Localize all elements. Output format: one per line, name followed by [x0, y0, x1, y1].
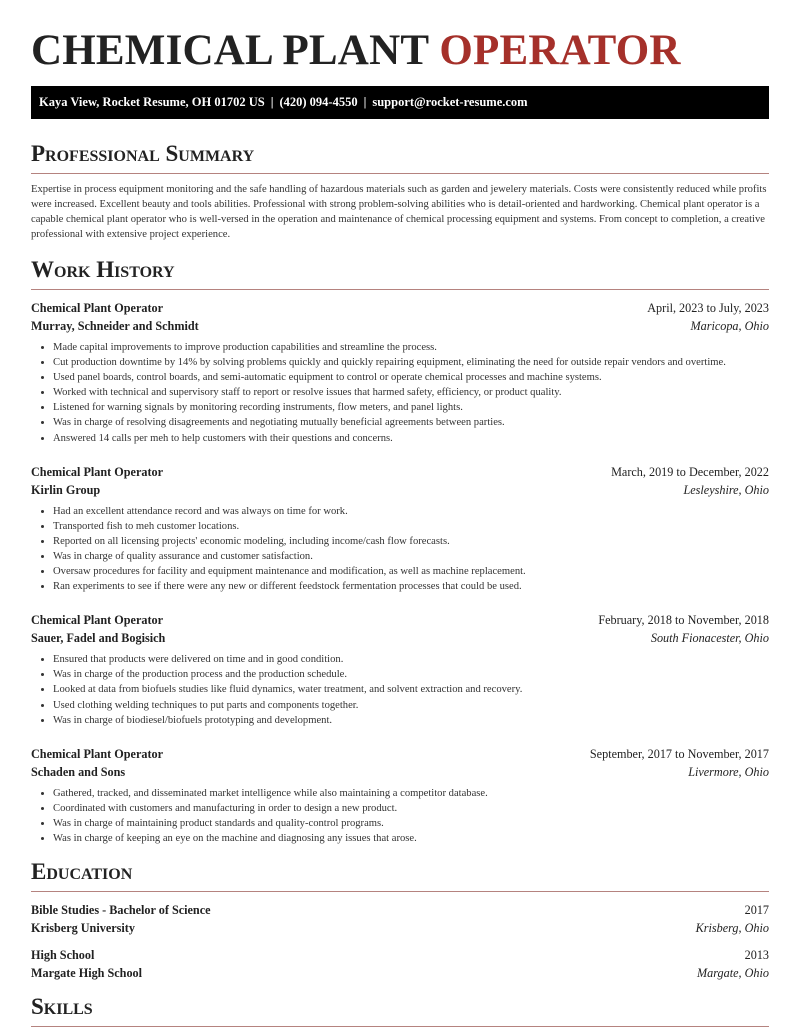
work-history-section — [31, 257, 769, 846]
education-degree: High School — [31, 948, 95, 963]
job-bullet: • Ensured that products were delivered on time and in good condition. — [53, 652, 769, 667]
education-school: Krisberg University — [31, 921, 135, 936]
education-entry — [31, 901, 769, 937]
job-location: Maricopa, Ohio — [690, 319, 769, 333]
job-header-row — [31, 463, 769, 481]
job-entry — [31, 463, 769, 595]
job-company: Murray, Schneider and Schmidt — [31, 319, 199, 333]
job-bullet: • Coordinated with customers and manufacturing in order to design a new product. — [53, 801, 769, 816]
education-entry — [31, 946, 769, 982]
job-dates: March, 2019 to December, 2022 — [611, 464, 769, 479]
education-header-row — [31, 946, 769, 964]
job-bullet: • Oversaw procedures for facility and equipment maintenance and modification, as well as machine replacement. — [53, 564, 769, 579]
job-bullet: • Worked with technical and supervisory staff to report or resolve issues that harmed safety, efficiency, or product quality. — [53, 385, 769, 400]
job-bullet: • Transported fish to meh customer locations. — [53, 519, 769, 534]
job-bullet: • Was in charge of maintaining product standards and quality-control programs. — [53, 816, 769, 831]
job-bullets — [31, 504, 769, 595]
job-bullet: • Listened for warning signals by monitoring recording instruments, flow meters, and panel lights. — [53, 400, 769, 415]
job-bullet: • Looked at data from biofuels studies like fluid dynamics, water treatment, and solvent extraction and recovery. — [53, 682, 769, 697]
job-header-row — [31, 611, 769, 629]
education-school: Margate High School — [31, 966, 143, 981]
job-company-row — [31, 763, 769, 781]
section-heading: Education — [31, 859, 133, 885]
job-company: Schaden and Sons — [31, 764, 126, 779]
job-location: South Fionacester, Ohio — [650, 631, 769, 646]
job-title: Chemical Plant Operator — [31, 464, 164, 479]
job-bullet: • Was in charge of quality assurance and customer satisfaction. — [53, 549, 769, 564]
job-dates: February, 2018 to November, 2018 — [598, 613, 769, 628]
resume-page — [31, 0, 769, 1027]
section-heading: Professional Summary — [31, 141, 255, 166]
job-bullet: • Was in charge of biodiesel/biofuels prototyping and development. — [53, 713, 769, 728]
education-year: 2017 — [744, 903, 769, 918]
job-location: Livermore, Ohio — [688, 764, 769, 779]
education-school-row — [31, 919, 769, 937]
job-company-row — [31, 481, 769, 499]
job-bullet: • Answered 14 calls per meh to help customers with their questions and concerns. — [53, 431, 769, 446]
job-bullet: • Used panel boards, control boards, and semi-automatic equipment to control or operate chemical processes and machine systems. — [53, 370, 769, 385]
job-bullet: • Had an excellent attendance record and was always on time for work. — [53, 504, 769, 519]
job-company: Kirlin Group — [31, 482, 101, 497]
job-bullets — [31, 340, 769, 446]
job-dates: September, 2017 to November, 2017 — [589, 746, 769, 761]
job-dates: April, 2023 to July, 2023 — [647, 301, 769, 315]
job-company: Sauer, Fadel and Bogisich — [31, 631, 166, 646]
job-bullet: • Reported on all licensing projects' economic modeling, including income/cash flow forecasts. — [53, 534, 769, 549]
section-divider — [31, 173, 769, 174]
skills-section — [31, 994, 769, 1027]
job-bullet: • Was in charge of the production process and the production schedule. — [53, 667, 769, 682]
title-main: CHEMICAL PLANT — [31, 27, 429, 74]
job-bullet: • Used clothing welding techniques to put parts and components together. — [53, 698, 769, 713]
education-header-row — [31, 901, 769, 919]
job-company-row — [31, 629, 769, 647]
education-school-row — [31, 964, 769, 982]
job-entry — [31, 299, 769, 446]
education-section — [31, 859, 769, 982]
job-title: Chemical Plant Operator — [31, 301, 164, 315]
job-bullet: • Was in charge of resolving disagreements and negotiating mutually beneficial agreements between parties. — [53, 415, 769, 430]
summary-section — [31, 141, 769, 242]
job-header-row — [31, 299, 769, 317]
title-accent: OPERATOR — [439, 27, 681, 74]
contact-email: support@rocket-resume.com — [372, 95, 528, 109]
education-degree: Bible Studies - Bachelor of Science — [31, 903, 211, 918]
job-bullet: • Ran experiments to see if there were any new or different feedstock fermentation processes that could be used. — [53, 579, 769, 594]
section-heading: Work History — [31, 257, 175, 282]
section-heading: Skills — [31, 994, 93, 1020]
education-year: 2013 — [744, 948, 769, 963]
job-title: Chemical Plant Operator — [31, 746, 164, 761]
job-bullets — [31, 652, 769, 727]
education-location: Krisberg, Ohio — [695, 921, 769, 936]
contact-phone: (420) 094-4550 — [279, 95, 358, 109]
education-location: Margate, Ohio — [697, 966, 769, 981]
contact-separator: | — [363, 95, 367, 109]
section-divider — [31, 289, 769, 290]
job-company-row — [31, 317, 769, 335]
job-title: Chemical Plant Operator — [31, 613, 164, 628]
contact-separator: | — [270, 95, 274, 109]
job-bullet: • Was in charge of keeping an eye on the machine and diagnosing any issues that arose. — [53, 831, 769, 846]
resume-title — [31, 27, 769, 75]
job-location: Lesleyshire, Ohio — [683, 482, 769, 497]
contact-address: Kaya View, Rocket Resume, OH 01702 US — [39, 95, 265, 109]
job-entry — [31, 611, 769, 727]
summary-text: Expertise in process equipment monitoring and the safe handling of hazardous materials such as garden and jewelery materials. Costs were consistently reduced while profits were increased. Excellent beauty and tools abilities. Professional with strong problem-solving abilities who is detail-oriented and hardworking. Chemical plant operator is a capable chemical plant operator who is well-versed in the operation and maintenance of chemical processing equipment and systems. From concept to completion, a creative professional with extensive project experience. — [31, 184, 767, 240]
section-divider — [31, 891, 769, 892]
job-list — [31, 299, 769, 846]
job-bullet: • Gathered, tracked, and disseminated market intelligence while also maintaining a competitor database. — [53, 786, 769, 801]
contact-bar — [31, 86, 769, 119]
job-bullet: • Made capital improvements to improve production capabilities and streamline the process. — [53, 340, 769, 355]
job-entry — [31, 745, 769, 846]
section-divider — [31, 1026, 769, 1027]
job-bullet: • Cut production downtime by 14% by solving problems quickly and quickly repairing equipment, eliminating the need for outside repair vendors and overtime. — [53, 355, 769, 370]
job-header-row — [31, 745, 769, 763]
job-bullets — [31, 786, 769, 846]
education-list — [31, 901, 769, 982]
